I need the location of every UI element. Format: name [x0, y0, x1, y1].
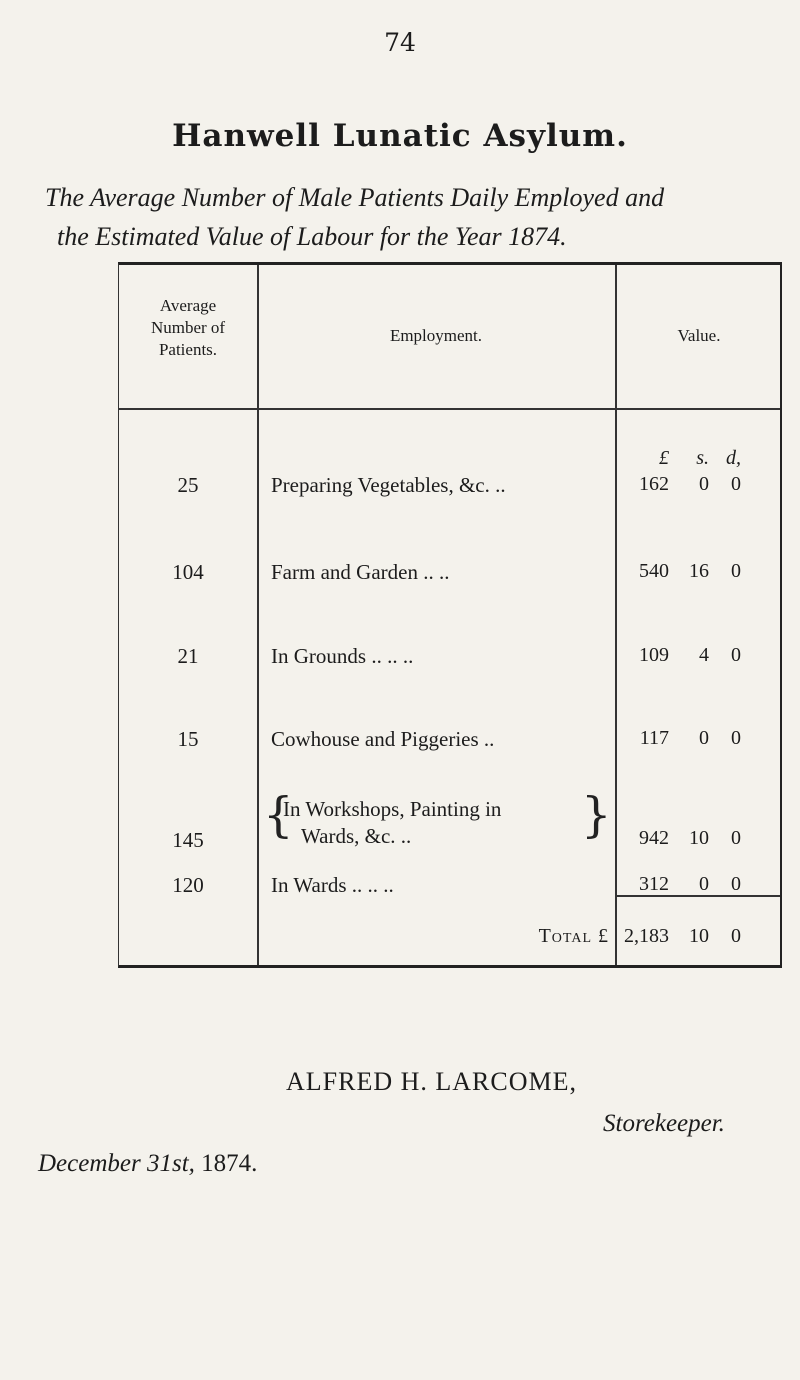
value-units	[617, 447, 783, 470]
document-heading: Hanwell Lunatic Asylum.	[172, 118, 628, 154]
table-row-5-value	[617, 827, 783, 850]
column-divider-1	[257, 265, 259, 965]
table-row-2-employment: Farm and Garden .. ..	[271, 560, 450, 584]
row-1-pounds: 162	[639, 473, 669, 495]
total-value	[617, 925, 783, 948]
total-label: Total £	[538, 925, 609, 947]
table-row-2-value	[617, 560, 783, 583]
table-row-4-number: 15	[177, 727, 199, 751]
table-row-6-value	[617, 873, 783, 896]
page-number: 74	[384, 28, 416, 57]
header-value: Value.	[677, 326, 721, 345]
header-number-line-2: Number of	[150, 318, 226, 337]
table-row-4-value	[617, 727, 783, 750]
signatory-name: ALFRED H. LARCOME,	[286, 1067, 578, 1096]
left-brace: {	[263, 787, 294, 843]
row-2-shillings: 16	[689, 560, 709, 582]
right-brace: }	[581, 787, 612, 843]
row-4-pence: 0	[731, 727, 741, 749]
row-5-employment-line-2: Wards, &c. ..	[301, 824, 412, 848]
row-2-pounds: 540	[639, 560, 669, 582]
signatory-role: Storekeeper.	[603, 1110, 725, 1137]
header-number-line-1: Average	[159, 296, 217, 315]
table-row-5-number: 145	[172, 828, 204, 852]
subtitle-line-2: the Estimated Value of Labour for the Year 1874.	[57, 222, 567, 251]
table-row-1-employment: Preparing Vegetables, &c. ..	[271, 473, 506, 497]
row-5-shillings: 10	[689, 827, 709, 849]
row-4-shillings: 0	[699, 727, 709, 749]
row-1-shillings: 0	[699, 473, 709, 495]
total-shillings: 10	[689, 925, 709, 947]
table-row-5-employment	[283, 796, 623, 850]
row-6-pence: 0	[731, 873, 741, 895]
row-4-pounds: 117	[639, 727, 669, 749]
row-2-pence: 0	[731, 560, 741, 582]
table-row-1-value	[617, 473, 783, 496]
total-pence: 0	[731, 925, 741, 947]
table-row-2-number: 104	[172, 560, 204, 584]
row-5-employment-line-1: In Workshops, Painting in	[283, 797, 502, 821]
table-row-4-employment: Cowhouse and Piggeries ..	[271, 727, 495, 751]
row-6-pounds: 312	[639, 873, 669, 895]
row-6-shillings: 0	[699, 873, 709, 895]
date-month-day: December 31st,	[38, 1150, 195, 1177]
header-employment: Employment.	[389, 326, 483, 345]
table-row-1-number: 25	[177, 473, 199, 497]
pounds-unit: £	[659, 447, 669, 469]
labour-value-table	[118, 262, 782, 968]
shillings-unit: s.	[696, 447, 709, 469]
table-row-6-employment: In Wards .. .. ..	[271, 873, 394, 897]
header-number-of-patients	[119, 295, 257, 361]
date-year: 1874.	[201, 1150, 258, 1177]
row-3-shillings: 4	[699, 644, 709, 666]
row-5-pence: 0	[731, 827, 741, 849]
row-5-pounds: 942	[639, 827, 669, 849]
table-row-3-number: 21	[177, 644, 199, 668]
row-3-pence: 0	[731, 644, 741, 666]
table-row-6-number: 120	[172, 873, 204, 897]
column-divider-2	[615, 265, 617, 965]
document-date	[38, 1150, 257, 1178]
row-3-pounds: 109	[639, 644, 669, 666]
pence-unit: d,	[726, 447, 741, 469]
document-subtitle	[45, 178, 775, 256]
table-row-3-value	[617, 644, 783, 667]
table-row-3-employment: In Grounds .. .. ..	[271, 644, 414, 668]
total-pounds: 2,183	[624, 925, 669, 947]
row-1-pence: 0	[731, 473, 741, 495]
header-divider	[119, 408, 780, 410]
subtitle-line-1: The Average Number of Male Patients Daily Employed and	[45, 183, 665, 212]
header-number-line-3: Patients.	[158, 340, 218, 359]
